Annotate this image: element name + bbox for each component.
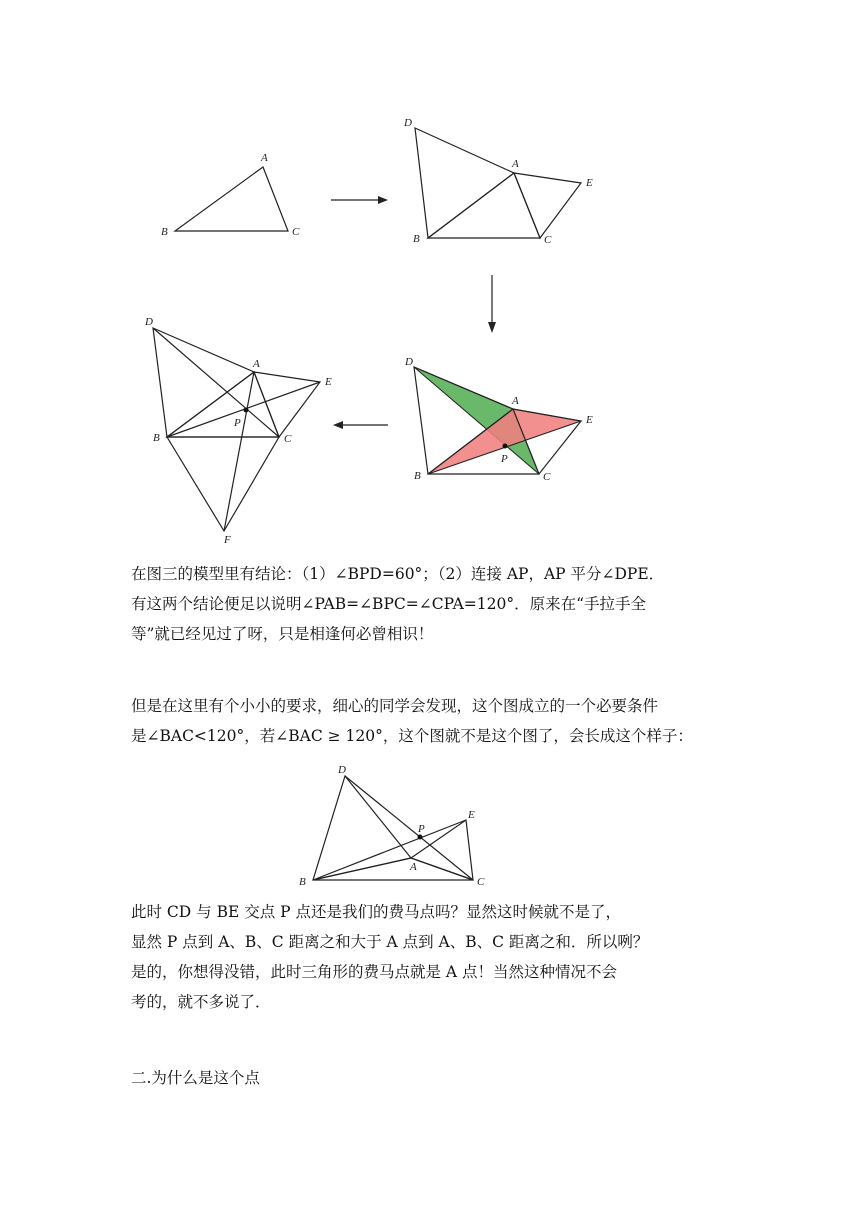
label-b: B [299, 876, 306, 888]
paragraph-condition [131, 691, 693, 751]
paragraph-obtuse-explanation [131, 897, 648, 1017]
section-heading: 二.为什么是这个点 [131, 1069, 260, 1087]
label-a: A [512, 158, 519, 170]
text-line: 但是在这里有个小小的要求，细心的同学会发现，这个图成立的一个必要条件 [131, 697, 659, 715]
text-line: 考的，就不多说了． [131, 993, 271, 1011]
label-p: P [234, 417, 241, 429]
label-e: E [325, 376, 332, 388]
label-f: F [224, 534, 231, 546]
text-line: 有这两个结论便足以说明∠PAB=∠BPC=∠CPA=120°．原来在“手拉手全 [131, 595, 647, 613]
segment-af [224, 372, 254, 531]
triangle-abc [428, 173, 540, 238]
label-p: P [418, 823, 425, 835]
label-e: E [586, 414, 593, 426]
text-line: 是的，你想得没错，此时三角形的费马点就是 A 点！当然这种情况不会 [131, 963, 618, 981]
point-p [503, 444, 508, 449]
triangle-abd [415, 128, 514, 238]
label-b: B [153, 432, 160, 444]
figure-triangle-abc [150, 140, 320, 250]
arrow-right-icon [325, 190, 395, 210]
label-b: B [161, 226, 168, 238]
label-a: A [261, 152, 268, 164]
label-d: D [404, 117, 412, 129]
triangle-abc [167, 372, 279, 437]
label-e: E [586, 177, 593, 189]
figure-equilateral-construction [395, 110, 605, 250]
label-d: D [405, 356, 413, 368]
triangle-ace [254, 372, 320, 437]
triangle-bcf [167, 437, 279, 531]
label-c: C [477, 876, 485, 888]
triangle-ace [514, 173, 581, 238]
triangle-abc [313, 858, 473, 880]
point-p [244, 408, 249, 413]
label-b: B [413, 233, 420, 245]
label-c: C [292, 226, 300, 238]
segment-be [313, 820, 466, 880]
label-a: A [253, 358, 260, 370]
segment-dc [153, 328, 279, 437]
figure-obtuse-case [295, 758, 495, 893]
text-line: 等”就已经见过了呀，只是相逢何必曾相识！ [131, 625, 434, 643]
triangle-abc [175, 167, 288, 231]
label-b: B [414, 470, 421, 482]
arrow-down-icon [482, 270, 502, 340]
triangle-abd [313, 776, 411, 880]
text-line: 是∠BAC<120°，若∠BAC ≥ 120°，这个图就不是这个图了，会长成这个样子： [131, 727, 693, 745]
label-c: C [544, 234, 552, 246]
label-e: E [468, 809, 475, 821]
label-c: C [284, 433, 292, 445]
figure-fermat-construction [140, 310, 340, 545]
figure-congruent-triangles [405, 350, 605, 485]
text-line: 此时 CD 与 BE 交点 P 点还是我们的费马点吗？显然这时候就不是了， [131, 903, 621, 921]
label-a: A [410, 861, 417, 873]
label-p: P [501, 453, 508, 465]
label-d: D [145, 316, 153, 328]
label-a: A [512, 395, 519, 407]
label-d: D [338, 764, 346, 776]
paragraph-conclusion [131, 559, 664, 649]
text-line: 显然 P 点到 A、B、C 距离之和大于 A 点到 A、B、C 距离之和．所以咧？ [131, 933, 649, 951]
label-c: C [543, 471, 551, 483]
text-line: 在图三的模型里有结论：（1）∠BPD=60°；（2）连接 AP，AP 平分∠DPE． [131, 565, 665, 583]
point-p [418, 835, 423, 840]
